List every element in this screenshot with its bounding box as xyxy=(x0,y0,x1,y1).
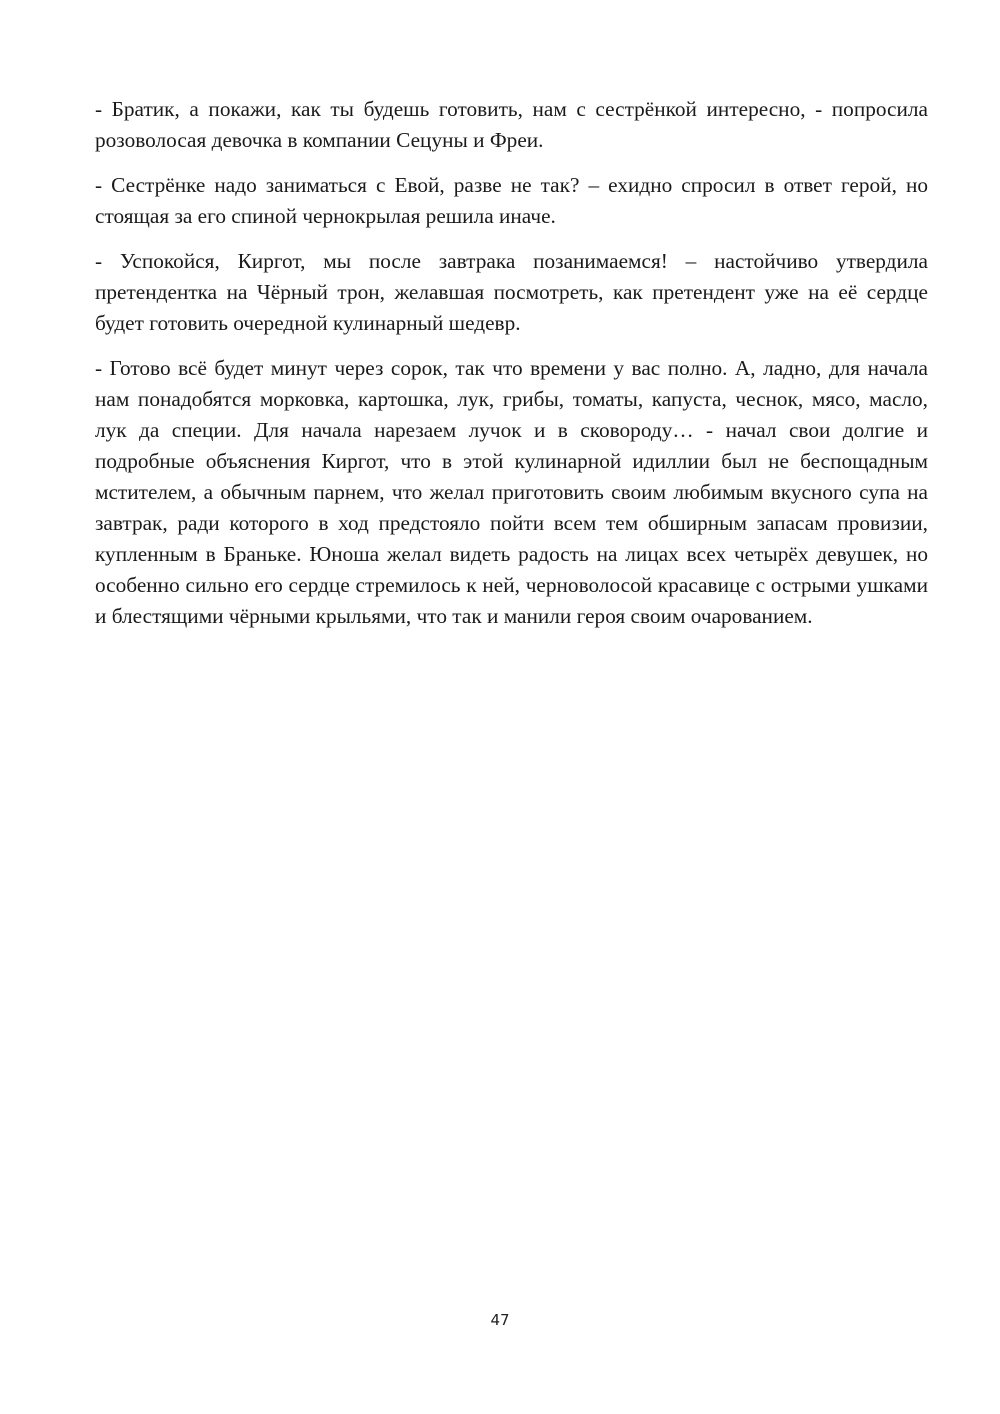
paragraph: - Успокойся, Киргот, мы после завтрака позанимаемся! – настойчиво утвердила претендентка на Чёрный трон, желавшая посмотреть, как претендент уже на её сердце будет готовить очередной кулинарный шедевр. xyxy=(95,249,928,335)
text-body xyxy=(95,94,928,646)
paragraph: - Братик, а покажи, как ты будешь готовить, нам с сестрёнкой интересно, - попросила розоволосая девочка в компании Сецуны и Фреи. xyxy=(95,97,928,152)
paragraph: - Готово всё будет минут через сорок, так что времени у вас полно. А, ладно, для начала нам понадобятся морковка, картошка, лук, грибы, томаты, капуста, чеснок, мясо, масло, лук да специи. Для начала нарезаем лучок и в сковороду… - начал свои долгие и подробные объяснения Киргот, что в этой кулинарной идиллии был не беспощадным мстителем, а обычным парнем, что желал приготовить своим любимым вкусного супа на завтрак, ради которого в ход предстояло пойти всем тем обширным запасам провизии, купленным в Браньке. Юноша желал видеть радость на лицах всех четырёх девушек, но особенно сильно его сердце стремилось к ней, черноволосой красавице с острыми ушками и блестящими чёрными крыльями, что так и манили героя своим очарованием. xyxy=(95,356,928,628)
page-number: 47 xyxy=(490,1311,510,1329)
paragraph: - Сестрёнке надо заниматься с Евой, разве не так? – ехидно спросил в ответ герой, но стоящая за его спиной чернокрылая решила иначе. xyxy=(95,173,928,228)
